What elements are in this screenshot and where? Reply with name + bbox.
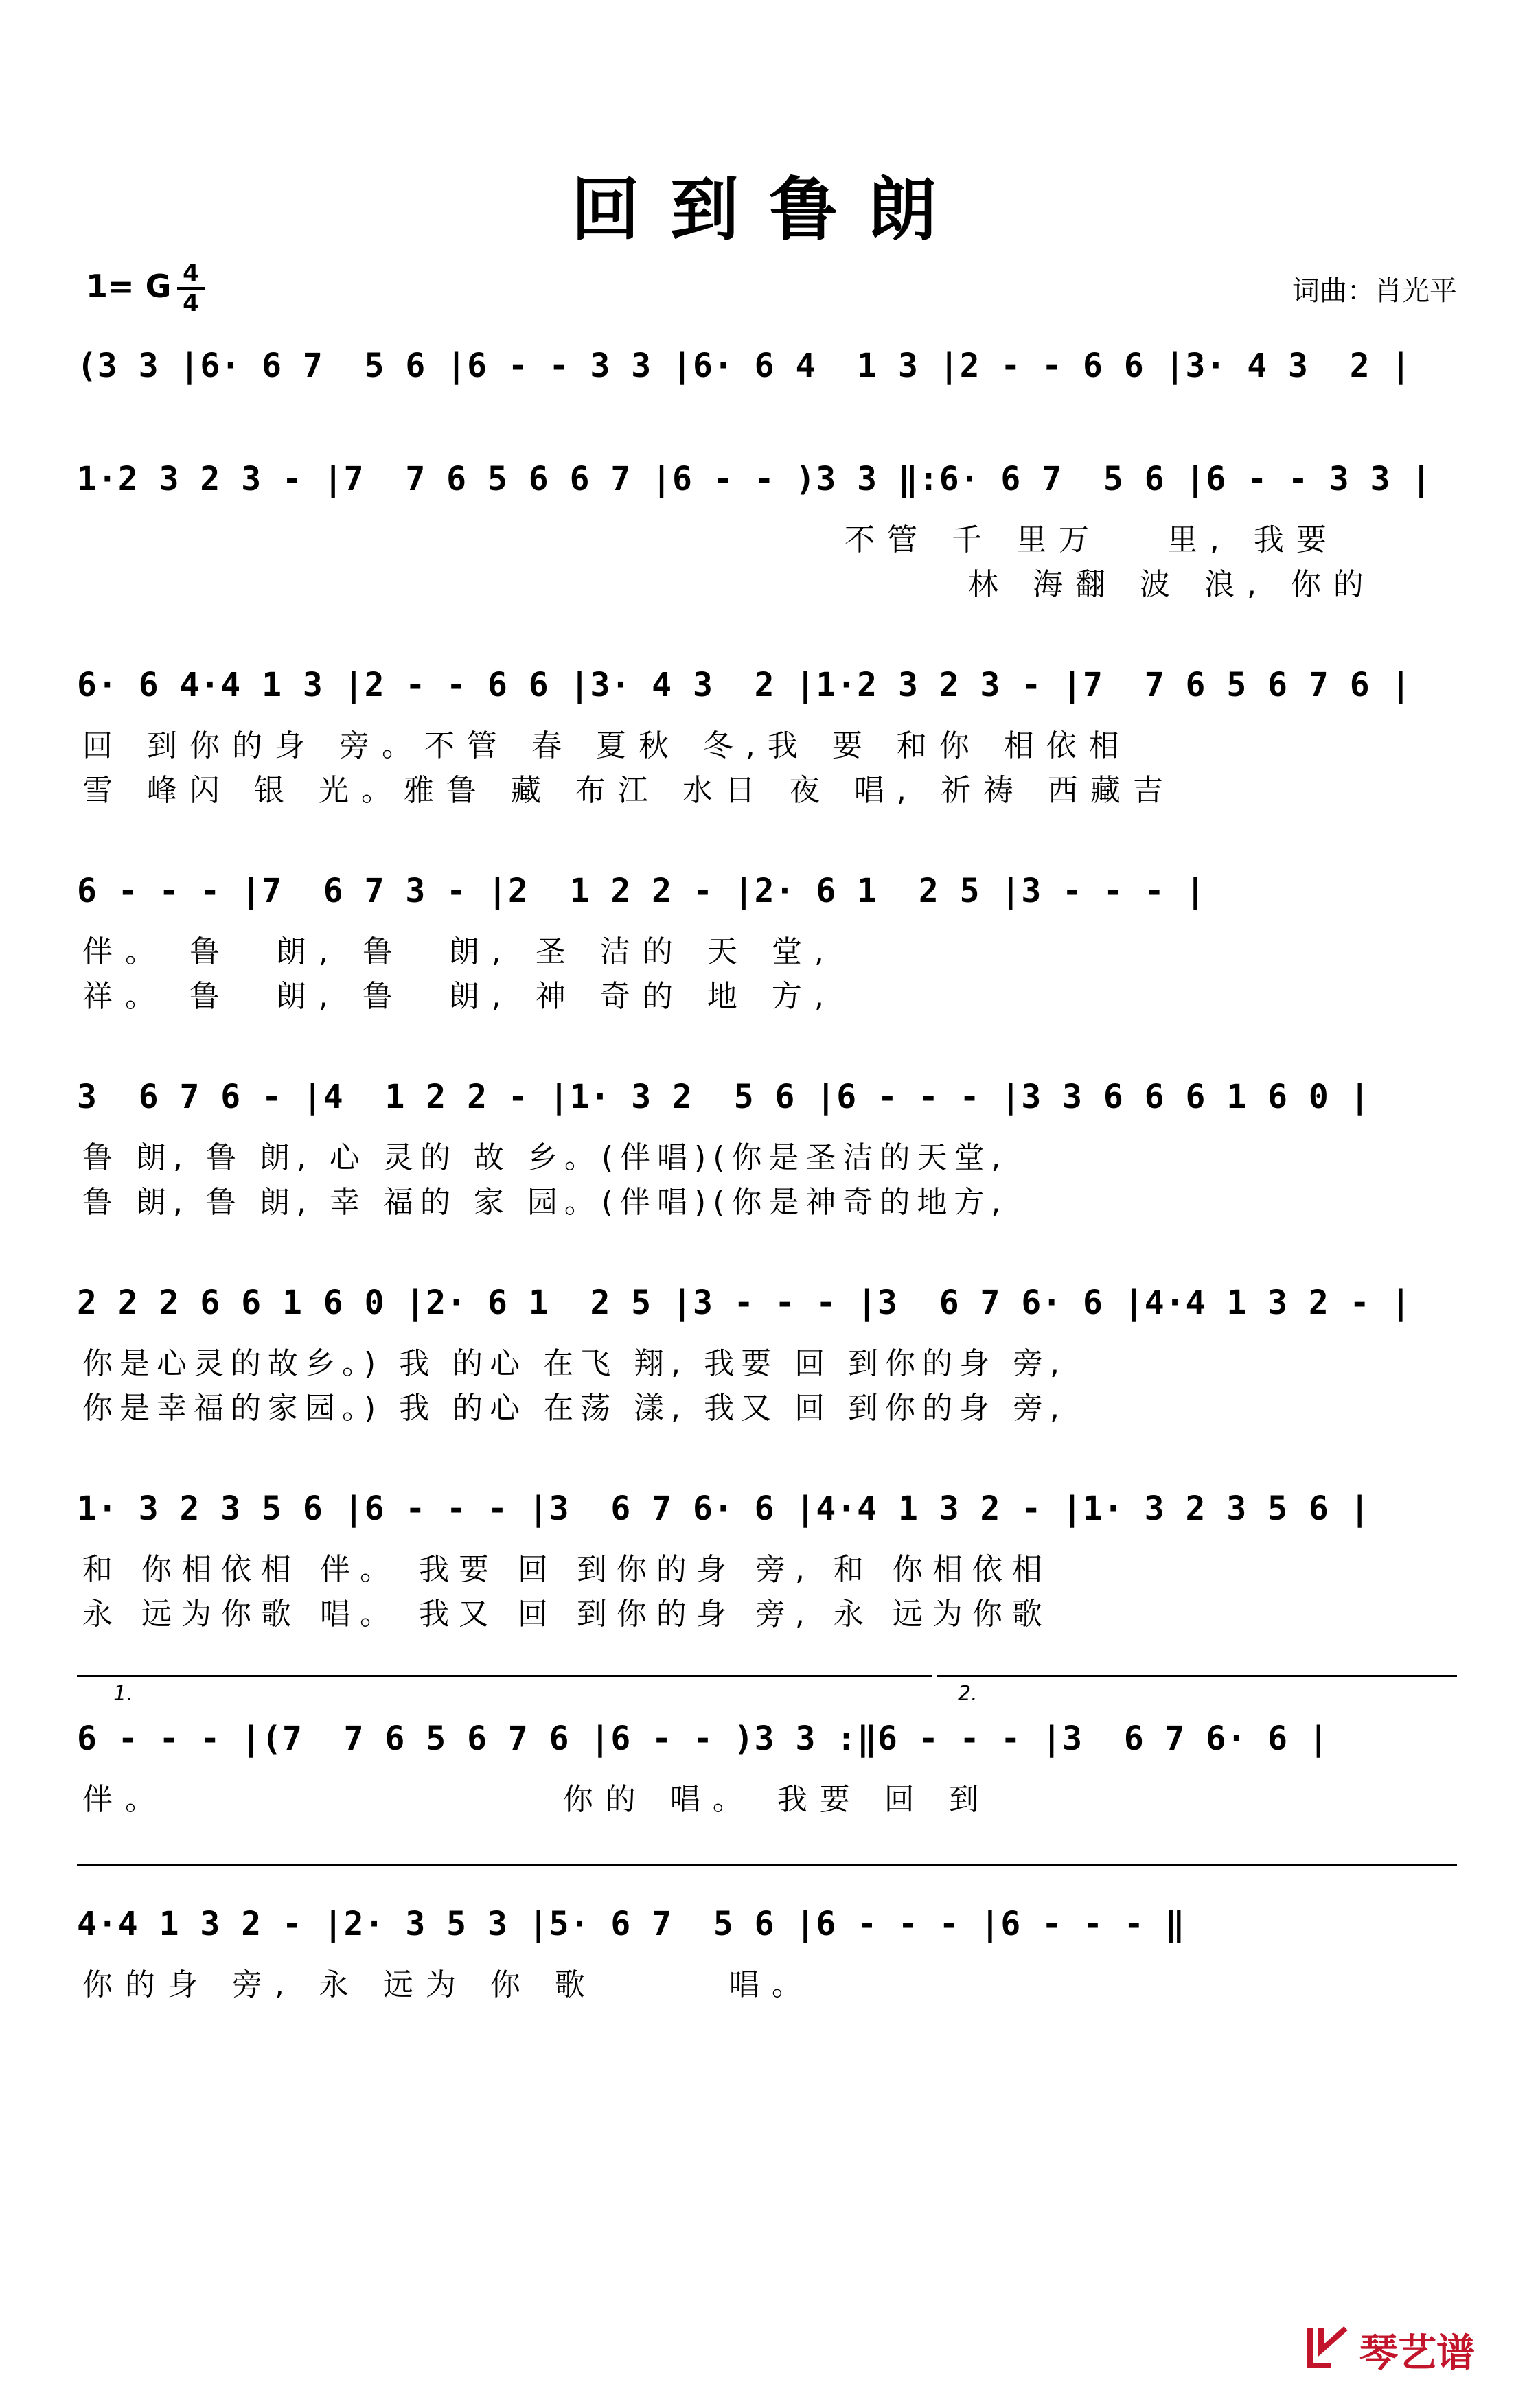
lyric-verse-2: 祥。 鲁 朗, 鲁 朗, 神 奇的 地 方, xyxy=(82,979,836,1014)
time-bottom: 4 xyxy=(183,290,199,317)
lyric-verse-2: 林 海翻 波 浪, 你的 xyxy=(968,567,1376,602)
page-title: 回到鲁朗 xyxy=(571,169,967,250)
composer-credit: 词曲：肖光平 xyxy=(1292,275,1457,307)
lyric-verse-2: 永 远为你歌 唱。 我又 回 到你的身 旁, 永 远为你歌 xyxy=(82,1597,1052,1632)
notation-line: 6 - - - |(7 7 6 5 6 7 6 |6 - - )3 3 :‖6 - - - |3 6 7 6· 6 | xyxy=(77,1720,1329,1758)
lyric-verse-1: 你的身 旁, 永 远为 你 歌 唱。 xyxy=(82,1967,814,2002)
lyric-verse-2: 雪 峰闪 银 光。雅鲁 藏 布江 水日 夜 唱, 祈祷 西藏吉 xyxy=(82,773,1175,808)
volta-label-1: 1. xyxy=(113,1682,133,1706)
notation-line: 6 - - - |7 6 7 3 - |2 1 2 2 - |2· 6 1 2 5 |3 - - - | xyxy=(77,872,1206,910)
volta-bracket-2 xyxy=(937,1675,1457,1677)
notation-line: 2 2 2 6 6 1 6 0 |2· 6 1 2 5 |3 - - - |3 6 7 6· 6 |4·4 1 3 2 - | xyxy=(77,1284,1412,1322)
volta-bracket-1 xyxy=(77,1675,932,1677)
lyric-verse-2: 你是幸福的家园。) 我 的心 在荡 漾, 我又 回 到你的身 旁, xyxy=(82,1391,1067,1426)
notation-line: 6· 6 4·4 1 3 |2 - - 6 6 |3· 4 3 2 |1·2 3 2 3 - |7 7 6 5 6 7 6 | xyxy=(77,666,1412,704)
lyric-verse-1: 伴。 你的 唱。 我要 回 到 xyxy=(82,1782,991,1817)
watermark-text: 琴艺谱 xyxy=(1359,2331,1475,2376)
lyric-verse-1: 鲁 朗, 鲁 朗, 心 灵的 故 乡。(伴唱)(你是圣洁的天堂, xyxy=(82,1140,1008,1175)
notation-line: 3 6 7 6 - |4 1 2 2 - |1· 3 2 5 6 |6 - - - |3 3 6 6 6 1 6 0 | xyxy=(77,1078,1370,1116)
watermark-logo xyxy=(1305,2313,1511,2382)
volta-continuation xyxy=(77,1864,1457,1866)
time-top: 4 xyxy=(183,259,199,287)
notation-line: 1·2 3 2 3 - |7 7 6 5 6 6 7 |6 - - )3 3 ‖:6· 6 7 5 6 |6 - - 3 3 | xyxy=(77,460,1432,498)
lyric-verse-1: 伴。 鲁 朗, 鲁 朗, 圣 洁的 天 堂, xyxy=(82,934,836,969)
lyric-verse-2: 鲁 朗, 鲁 朗, 幸 福的 家 园。(伴唱)(你是神奇的地方, xyxy=(82,1185,1008,1220)
volta-label-2: 2. xyxy=(958,1682,978,1706)
lyric-verse-1: 回 到你的身 旁。不管 春 夏秋 冬,我 要 和你 相依相 xyxy=(82,728,1132,763)
notation-line: 4·4 1 3 2 - |2· 3 5 3 |5· 6 7 5 6 |6 - - - |6 - - - ‖ xyxy=(77,1905,1186,1943)
time-signature xyxy=(177,261,205,316)
notation-line: (3 3 |6· 6 7 5 6 |6 - - 3 3 |6· 6 4 1 3 |2 - - 6 6 |3· 4 3 2 | xyxy=(77,347,1412,385)
lyric-verse-1: 和 你相依相 伴。 我要 回 到你的身 旁, 和 你相依相 xyxy=(82,1552,1052,1587)
lyric-verse-1: 不管 千 里万 里, 我要 xyxy=(845,522,1339,557)
logo-icon xyxy=(1305,2323,1353,2371)
key-signature: 1= G xyxy=(86,268,172,305)
notation-line: 1· 3 2 3 5 6 |6 - - - |3 6 7 6· 6 |4·4 1 3 2 - |1· 3 2 3 5 6 | xyxy=(77,1490,1370,1528)
lyric-verse-1: 你是心灵的故乡。) 我 的心 在飞 翔, 我要 回 到你的身 旁, xyxy=(82,1346,1067,1381)
